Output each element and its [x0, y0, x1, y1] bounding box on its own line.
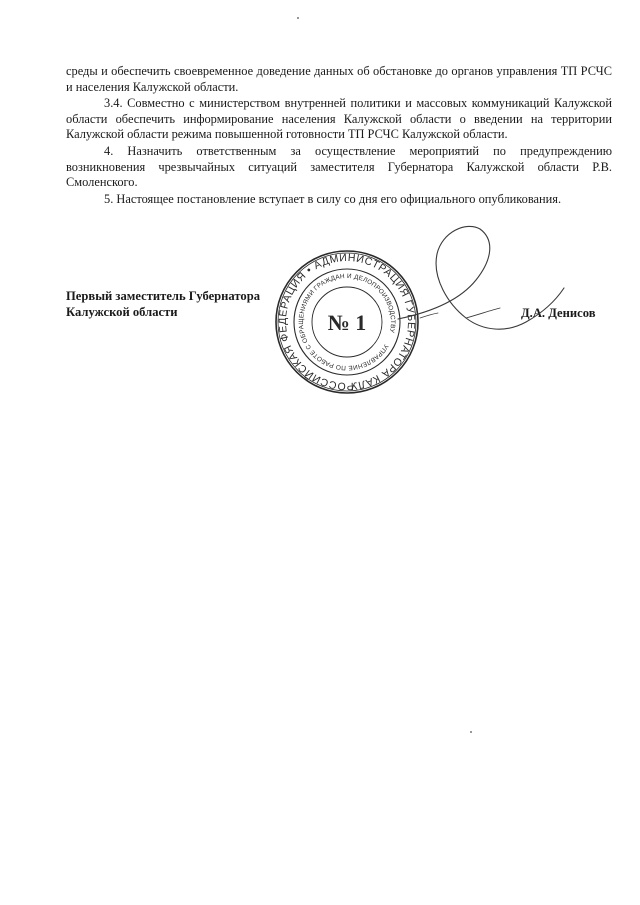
scan-speck: [470, 731, 472, 733]
paragraph-4: 4. Назначить ответственным за осуществление мероприятий по предупреждению возникновения чрезвычайных ситуаций заместителя Губернатора Калужской области Р.В. Смоленского.: [66, 143, 612, 190]
seal-inner-text: УПРАВЛЕНИЕ ПО РАБОТЕ С ОБРАЩЕНИЯМИ ГРАЖДАН И ДЕЛОПРОИЗВОДСТВУ: [297, 272, 397, 372]
signatory-position-line-2: Калужской области: [66, 305, 178, 319]
paragraph-5: 5. Настоящее постановление вступает в силу со дня его официального опубликования.: [104, 191, 562, 206]
seal-number: № 1: [327, 310, 367, 335]
signatory-name: Д.А. Денисов: [521, 306, 596, 320]
paragraph-continuation: среды и обеспечить своевременное доведение данных об обстановке до органов управления ТП РСЧС и населения Калужской области.: [66, 64, 612, 94]
scan-speck: [297, 17, 299, 19]
signatory-position: [66, 288, 260, 320]
handwritten-signature: [380, 222, 570, 337]
document-body: [66, 64, 612, 208]
seal-outer-text: РОССИЙСКАЯ ФЕДЕРАЦИЯ • АДМИНИСТРАЦИЯ ГУБЕРНАТОРА КАЛУЖСКОЙ: [276, 251, 418, 393]
paragraph-3-4: 3.4. Совместно с министерством внутренней политики и массовых коммуникаций Калужской области обеспечить информирование населения Калужской области о введении на территории Калужской области режима повышенной готовности ТП РСЧС Калужской области.: [66, 96, 612, 142]
signatory-position-line-1: Первый заместитель Губернатора: [66, 289, 261, 303]
